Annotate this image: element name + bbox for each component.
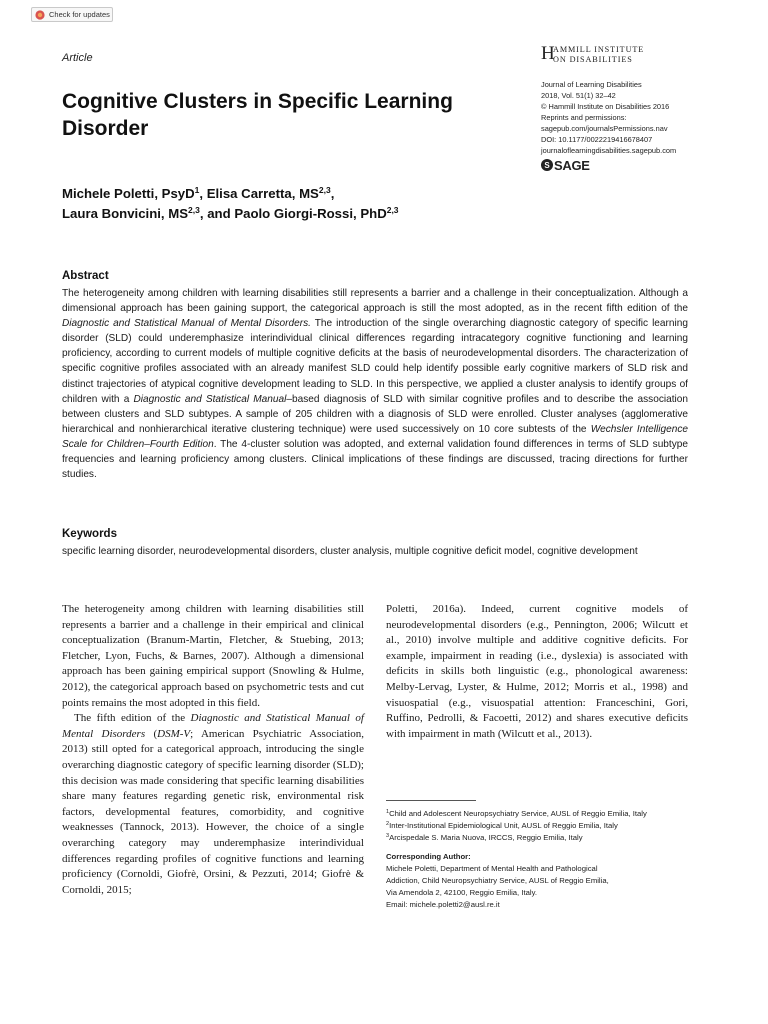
author-affiliation-marker: 2,3 bbox=[318, 185, 331, 195]
publisher-logo bbox=[541, 44, 661, 66]
body-column-right bbox=[386, 602, 688, 742]
body-paragraph bbox=[62, 711, 364, 898]
footnotes bbox=[386, 808, 688, 910]
publisher-logo-line1: AMMILL INSTITUTE bbox=[553, 45, 645, 54]
author-line bbox=[62, 204, 522, 224]
author-name: Laura Bonvicini, MS bbox=[62, 206, 189, 221]
journal-metadata-line: Journal of Learning Disabilities bbox=[541, 80, 642, 89]
body-paragraph bbox=[62, 602, 364, 711]
corresponding-author-heading: Corresponding Author: bbox=[386, 852, 471, 862]
journal-metadata-line: sagepub.com/journalsPermissions.nav bbox=[541, 124, 668, 133]
abstract-text-run: The introduction of the single overarching diagnostic category of specific learning disorder (SLD) could underemphasize interindividual clinical differences regarding intracategory cognitive functioning and learning proficiency, according to current models of multiple cognitive deficits at the basis of neurodevelopmental disorders. The characterization of specific cognitive profiles associated with an already manifest SLD could help identify possible early cognitive markers of SLD risk and distinct trajectories of atypical cognitive development leading to SLD. In this perspective, we applied a cluster analysis to identify groups of children with a bbox=[62, 318, 688, 405]
journal-metadata-line: 2018, Vol. 51(1) 32–42 bbox=[541, 91, 616, 100]
author-name: Elisa Carretta, MS bbox=[206, 186, 319, 201]
author-list bbox=[62, 184, 522, 224]
corresponding-author-line: Michele Poletti, Department of Mental Health and Pathological bbox=[386, 864, 598, 874]
publisher-logo-mark: H bbox=[541, 43, 555, 64]
journal-metadata bbox=[541, 79, 721, 156]
affiliation-number: 1 bbox=[386, 809, 390, 815]
journal-metadata-line: DOI: 10.1177/0022219416678407 bbox=[541, 135, 653, 144]
author-affiliation-marker: 1 bbox=[194, 185, 200, 195]
affiliation-text: Arcispedale S. Maria Nuova, IRCCS, Reggio Emilia, Italy bbox=[389, 832, 583, 842]
keywords-heading: Keywords bbox=[62, 528, 117, 540]
abstract-text-run: The heterogeneity among children with learning disabilities still represents a barrier and a challenge in their conceptualization. Although a dimensional approach has been gaining support, the categorical approach is still the most adopted, as in the recent fifth edition of the bbox=[62, 288, 688, 315]
abstract-italic-title: Diagnostic and Statistical Manual of Mental Disorders. bbox=[62, 318, 311, 330]
author-name: Michele Poletti, PsyD bbox=[62, 186, 195, 201]
abstract-text-run: . The 4-cluster solution was adopted, and external validation found differences in terms of SLD subtype frequencies and learning proficiency among clusters. Clinical implications of these findings are discussed, tracing directions for further studies. bbox=[62, 438, 688, 481]
author-separator: , bbox=[330, 186, 335, 201]
check-for-updates-label: Check for updates bbox=[49, 10, 110, 19]
check-for-updates-button[interactable] bbox=[31, 7, 113, 22]
sage-logo-word: SAGE bbox=[554, 157, 590, 173]
body-text-run: The fifth edition of the bbox=[74, 712, 191, 725]
corresponding-author-line: Addiction, Child Neuropsychiatry Service, AUSL of Reggio Emilia, bbox=[386, 875, 609, 885]
abstract-italic-title: Diagnostic and Statistical Manual bbox=[133, 393, 287, 405]
body-italic-title: Diagnostic and Statistical Manual of Mental Disorders bbox=[62, 712, 364, 740]
affiliation-number: 3 bbox=[386, 832, 390, 839]
author-affiliation-marker: 2,3 bbox=[188, 205, 200, 215]
journal-metadata-line: journaloflearningdisabilities.sagepub.com bbox=[541, 146, 677, 155]
author-separator: , bbox=[199, 186, 207, 201]
author-separator: , and bbox=[199, 206, 235, 221]
affiliation-footnote bbox=[386, 832, 688, 844]
check-for-updates-icon bbox=[35, 10, 45, 20]
abstract-text bbox=[62, 286, 688, 482]
publisher-logo-line2: ON DISABILITIES bbox=[553, 55, 633, 64]
corresponding-author-line: Email: michele.poletti2@ausl.re.it bbox=[386, 899, 500, 909]
sage-logo bbox=[541, 157, 590, 173]
affiliation-text: Child and Adolescent Neuropsychiatry Service, AUSL of Reggio Emilia, Italy bbox=[389, 809, 647, 818]
body-column-left bbox=[62, 602, 364, 898]
journal-metadata-line: © Hammill Institute on Disabilities 2016 bbox=[541, 102, 670, 111]
sage-logo-mark: S bbox=[541, 159, 553, 171]
affiliation-footnote bbox=[386, 820, 688, 832]
footnote-divider bbox=[386, 800, 476, 801]
article-type-label: Article bbox=[62, 52, 93, 64]
journal-metadata-line: Reprints and permissions: bbox=[541, 113, 627, 122]
body-text-run: ( bbox=[145, 727, 158, 740]
abstract-heading: Abstract bbox=[62, 270, 109, 282]
body-text-run: The heterogeneity among children with learning disabilities still represents a barrier and a challenge in their empirical and clinical conceptualization (Branum-Martin, Fletcher, & Stuebing, 2013; Fletcher, Lyon, Fuchs, & Barnes, 2007). Although a dimensional approach has been gaining empirical support (Snowling & Hulme, 2012), the categorical approach based on psychometric tests and cut points remains the most adopted in this field. bbox=[62, 603, 364, 709]
author-name: Paolo Giorgi-Rossi, PhD bbox=[234, 206, 387, 221]
article-title: Cognitive Clusters in Specific Learning Disorder bbox=[62, 90, 453, 140]
affiliation-number: 2 bbox=[386, 820, 390, 827]
affiliation-list bbox=[386, 808, 688, 843]
keywords-text: specific learning disorder, neurodevelopmental disorders, cluster analysis, multiple cognitive deficit model, cognitive development bbox=[62, 546, 638, 557]
corresponding-author-line: Via Amendola 2, 42100, Reggio Emilia, Italy. bbox=[386, 887, 537, 897]
corresponding-author-details bbox=[386, 863, 688, 910]
author-line bbox=[62, 184, 522, 204]
body-paragraph bbox=[386, 602, 688, 742]
abstract-text-run: –based diagnosis of SLD with similar cognitive profiles and to describe the association between clusters and SLD subtypes. A sample of 205 children with a diagnosis of SLD were enrolled. Cluster analyses (agglomerative hierarchical and nonhierarchical iterative clustering technique) were used successively on 10 core subtests of the bbox=[62, 393, 689, 435]
affiliation-text: Inter-Institutional Epidemiological Unit, AUSL of Reggio Emilia, Italy bbox=[389, 820, 618, 830]
body-text-run: Poletti, 2016a). Indeed, current cognitive models of neurodevelopmental disorders (e.g., Pennington, 2006; Wilcutt et al., 2010) involve multiple and additive cognitive deficits. For example, impairment in reading (i.e., dyslexia) is associated with deficits in skills both linguistic (e.g., phonological awareness: Melby-Lervag, Lyster, & Hulme, 2012; Morris et al., 1998) and visuospatial (e.g., visuospatial attention: Franceschini, Gori, Ruffino, Pedrolli, & Facoetti, 2012) and shares executive deficits with impairment in math (Wilcutt et al., 2013). bbox=[386, 603, 688, 740]
affiliation-footnote bbox=[386, 808, 688, 820]
author-affiliation-marker: 2,3 bbox=[386, 205, 399, 215]
body-text-run: ; American Psychiatric Association, 2013) still opted for a categorical approach, introducing the single overarching diagnostic category of specific learning disorder (SLD); this decision was made considering that specific learning disabilities share many features regarding genetic risk, environmental risk factors, developmental features, comorbidity, and cognitive weaknesses (Tannock, 2013). However, the choice of a single overarching category may underemphasize interindividual differences regarding profiles of cognitive functions and learning proficiency (Cornoldi, Giofrè, Orsini, & Pezzuti, 2014; Giofrè & Cornoldi, 2015; bbox=[62, 727, 364, 896]
body-italic-title: DSM-V bbox=[157, 727, 191, 740]
abstract-italic-title: Wechsler Intelligence Scale for Children–Fourth Edition bbox=[62, 423, 688, 450]
